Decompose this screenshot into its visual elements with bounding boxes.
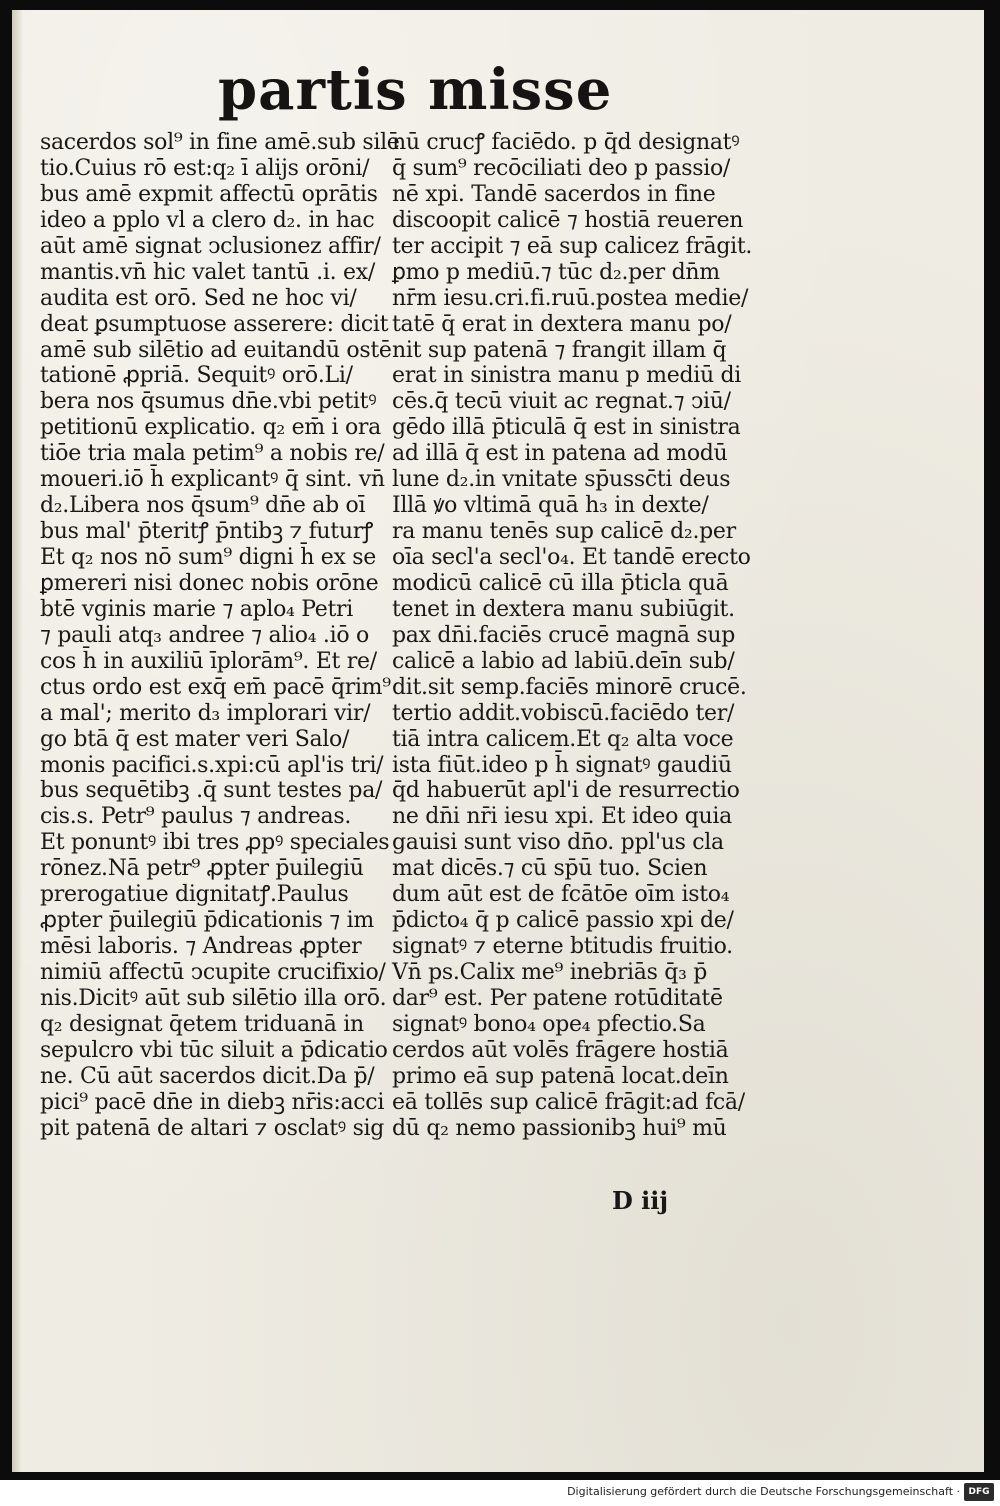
text-line: pit patenā de altari ⁊ osclatꝰ sig bbox=[40, 1115, 385, 1141]
text-line: ꝑmo p mediū.⁊ tūc d₂.per dn̄m bbox=[392, 259, 720, 285]
text-line: nū crucꝭ faciēdo. p q̄d designatꝰ bbox=[392, 130, 740, 155]
text-line: ꝑmereri nisi donec nobis orōne bbox=[40, 570, 379, 596]
text-line: q₂ designat q̄etem triduanā in bbox=[40, 1011, 364, 1037]
text-line: mēsi laboris. ⁊ Andreas ꝓpter bbox=[40, 934, 362, 960]
text-line: Et q₂ nos nō sum⁹ digni h̄ ex se bbox=[40, 545, 377, 570]
text-line: tiōe tria mala petim⁹ a nobis re/ bbox=[40, 441, 385, 467]
text-line: cis.s. Petr⁹ paulus ⁊ andreas. bbox=[40, 804, 352, 830]
text-line: nr̄m iesu.cri.fi.ruū.postea medie/ bbox=[392, 285, 749, 311]
text-line: q̄ sum⁹ recōciliati deo p passio/ bbox=[392, 155, 731, 181]
text-line: bera nos q̄sumus dn̄e.vbi petitꝰ bbox=[40, 389, 377, 415]
text-line: Et ponuntꝰ ibi tres ꝓpꝰ speciales bbox=[40, 830, 390, 856]
text-line: deat ꝑsumptuose asserere: dicit bbox=[40, 311, 389, 337]
text-line: amē sub silētio ad euitandū ostē bbox=[40, 337, 392, 363]
text-line: mantis.vn̄ hic valet tantū .i. ex/ bbox=[40, 259, 375, 285]
text-line: ⁊ pauli atq₃ andree ⁊ alio₄ .iō o bbox=[40, 622, 369, 648]
text-line: dar⁹ est. Per patene rotūditatē bbox=[392, 985, 723, 1011]
text-line: nit sup patenā ⁊ frangit illam q̄ bbox=[392, 337, 727, 363]
text-line: nimiū affectū ↄcupite crucifixio/ bbox=[40, 960, 386, 985]
text-line: ne. Cū aūt sacerdos dicit.Da p̄/ bbox=[40, 1063, 375, 1089]
text-line: oīa secl'a secl'o₄. Et tandē erecto bbox=[392, 545, 751, 570]
text-line: tationē ꝓpriā. Sequitꝰ orō.Li/ bbox=[40, 363, 353, 389]
text-line: cēs.q̄ tecū viuit ac regnat.⁊ ↄiū/ bbox=[392, 389, 731, 415]
text-line: tiā intra calicem.Et q₂ alta voce bbox=[392, 726, 734, 752]
text-line: pax dn̄i.faciēs crucē magnā sup bbox=[392, 622, 736, 648]
text-line: moueri.iō h̄ explicantꝰ q̄ sint. vn̄ bbox=[40, 467, 385, 493]
text-line: tatē q̄ erat in dextera manu po/ bbox=[392, 311, 732, 337]
footer-bar bbox=[0, 1480, 1000, 1506]
text-line: ꝓpter p̄uilegiū p̄dicationis ⁊ im bbox=[40, 908, 374, 934]
text-line: signatꝰ ⁊ eterne btitudis fruitio. bbox=[392, 934, 733, 960]
text-line: Vn̄ ps.Calix me⁹ inebriās q̄₃ p̄ bbox=[392, 960, 708, 985]
left-column bbox=[40, 130, 400, 1142]
text-line: ista fiūt.ideo p h̄ signatꝰ gaudiū bbox=[392, 752, 732, 778]
text-line: ter accipit ⁊ eā sup calicez frāgit. bbox=[392, 233, 753, 259]
text-line: bus amē expmit affectū oprātis bbox=[40, 181, 378, 207]
text-line: nis.Dicitꝰ aūt sub silētio illa orō. bbox=[40, 985, 387, 1011]
text-line: gēdo illā p̄ticulā q̄ est in sinistra bbox=[392, 415, 741, 441]
text-line: cerdos aūt volēs frāgere hostiā bbox=[392, 1037, 729, 1063]
running-head: partis misse bbox=[218, 57, 613, 123]
text-line: signatꝰ bono₄ ope₄ pfectio.Sa bbox=[392, 1011, 706, 1037]
text-line: eā tollēs sup calicē frāgit:ad fcā/ bbox=[392, 1089, 745, 1115]
text-line: ne dn̄i nr̄i iesu xpi. Et ideo quia bbox=[392, 804, 732, 830]
funding-credit: Digitalisierung gefördert durch die Deutsche Forschungsgemeinschaft · bbox=[567, 1485, 960, 1498]
text-line: primo eā sup patenā locat.deīn bbox=[392, 1063, 729, 1089]
text-line: rōnez.Nā petr⁹ ꝓpter p̄uilegiū bbox=[40, 856, 364, 882]
text-line: bus sequētibꝫ .q̄ sunt testes pa/ bbox=[40, 778, 383, 804]
text-line: btē vginis marie ⁊ aplo₄ Petri bbox=[40, 596, 353, 622]
text-line: tertio addit.vobiscū.faciēdo ter/ bbox=[392, 700, 735, 726]
text-line: ra manu tenēs sup calicē d₂.per bbox=[392, 519, 736, 545]
text-line: Illā ꝟo vltimā quā h₃ in dexte/ bbox=[392, 493, 709, 519]
text-line: prerogatiue dignitatꝭ.Paulus bbox=[40, 882, 349, 908]
text-line: go btā q̄ est mater veri Salo/ bbox=[40, 726, 350, 752]
text-line: sacerdos sol⁹ in fine amē.sub silē bbox=[40, 130, 400, 155]
text-line: petitionū explicatio. q₂ em̄ i ora bbox=[40, 415, 381, 441]
text-line: modicū calicē cū illa p̄ticla quā bbox=[392, 570, 729, 596]
signature-mark: D iij bbox=[612, 1186, 669, 1215]
text-line: discoopit calicē ⁊ hostiā reueren bbox=[392, 207, 744, 233]
text-line: p̄dicto₄ q̄ p calicē passio xpi de/ bbox=[392, 908, 734, 934]
text-line: pici⁹ pacē dn̄e in diebꝫ nr̄is:acci bbox=[40, 1089, 385, 1115]
text-line: calicē a labio ad labiū.deīn sub/ bbox=[392, 648, 735, 674]
text-line: ad illā q̄ est in patena ad modū bbox=[392, 441, 728, 467]
text-line: aūt amē signat ↄclusionez affir/ bbox=[40, 233, 381, 259]
text-line: ideo a pplo vl a clero d₂. in hac bbox=[40, 207, 375, 233]
right-column bbox=[392, 130, 753, 1142]
text-line: cos h̄ in auxiliū īplorām⁹. Et re/ bbox=[40, 648, 377, 674]
text-line: a mal'; merito d₃ implorari vir/ bbox=[40, 700, 371, 726]
text-line: ctus ordo est exq̄ em̄ pacē q̄rim⁹ bbox=[40, 674, 391, 700]
dfg-logo: DFG bbox=[964, 1483, 994, 1501]
text-line: q̄d habuerūt apl'i de resurrectio bbox=[392, 778, 740, 804]
text-line: monis pacifici.s.xpi:cū apl'is tri/ bbox=[40, 752, 384, 778]
text-line: sepulcro vbi tūc siluit a p̄dicatio bbox=[40, 1037, 388, 1063]
text-line: lune d₂.in vnitate sp̄ussc̄ti deus bbox=[392, 467, 731, 493]
text-line: nē xpi. Tandē sacerdos in fine bbox=[392, 181, 716, 207]
text-line: erat in sinistra manu p mediū di bbox=[392, 363, 742, 389]
text-line: bus mal' p̄teritꝭ p̄ntibꝫ ⁊ futurꝭ bbox=[40, 519, 374, 545]
page-edge bbox=[12, 10, 22, 1472]
text-line: dum aūt est de fcātōe oīm isto₄ bbox=[392, 882, 730, 908]
text-line: dū q₂ nemo passionibꝫ hui⁹ mū bbox=[392, 1115, 727, 1141]
text-line: mat dicēs.⁊ cū sp̄ū tuo. Scien bbox=[392, 856, 708, 882]
text-line: dit.sit semp.faciēs minorē crucē. bbox=[392, 674, 747, 700]
text-line: d₂.Libera nos q̄sum⁹ dn̄e ab oī bbox=[40, 493, 366, 519]
text-line: gauisi sunt viso dn̄o. ppl'us cla bbox=[392, 830, 724, 856]
text-line: tenet in dextera manu subiūgit. bbox=[392, 596, 735, 622]
text-line: tio.Cuius rō est:q₂ ī alijs orōni/ bbox=[40, 155, 370, 181]
text-line: audita est orō. Sed ne hoc vi/ bbox=[40, 285, 357, 311]
